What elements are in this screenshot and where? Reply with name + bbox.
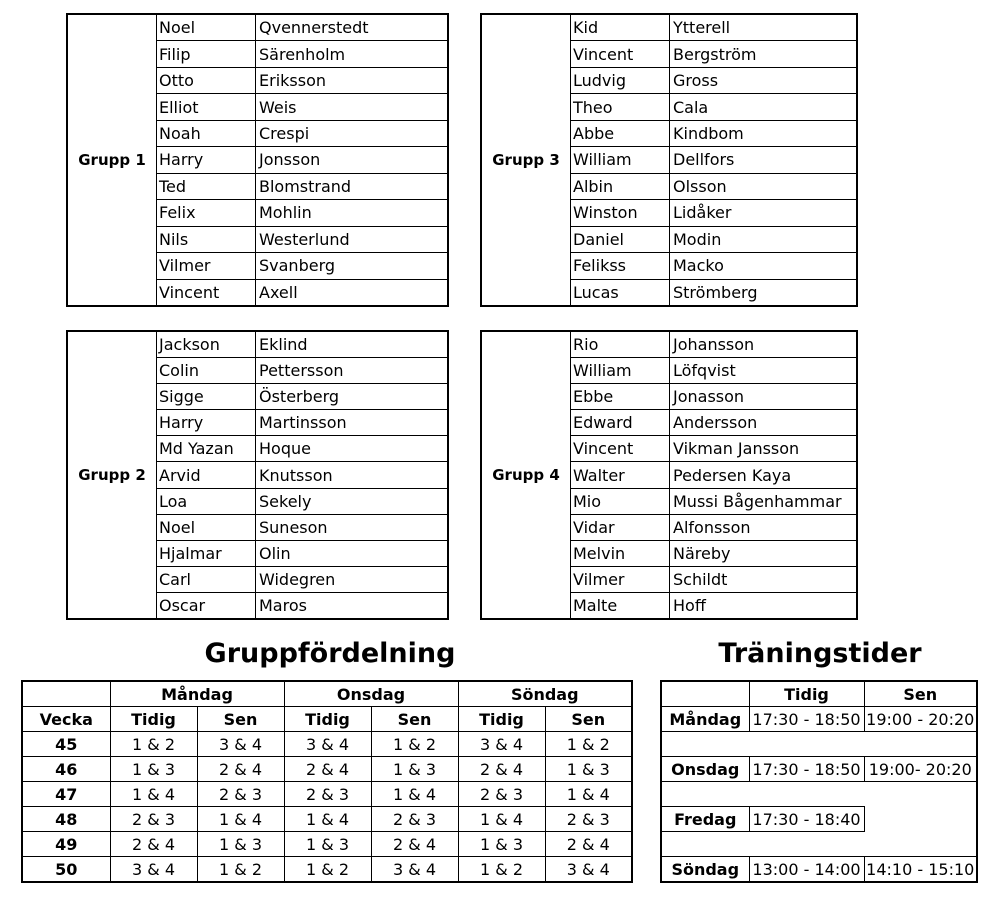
member-last-name: Olsson [673,176,727,196]
member-row [570,280,856,305]
member-last-name: Vikman Jansson [673,439,800,459]
day-header: Onsdag [284,681,458,707]
member-last-name: Kindbom [673,124,744,144]
member-row [156,567,447,593]
group-4-table [480,330,858,620]
distribution-title: Gruppfördelning [204,638,456,669]
member-row [570,462,856,488]
group-label: Grupp 4 [482,332,571,618]
member-first-name: Daniel [570,227,670,252]
member-row [156,489,447,515]
member-row [570,227,856,253]
member-first-name: Walter [570,462,670,487]
member-last-name: Westerlund [259,229,350,249]
member-first-name: Vincent [570,41,670,66]
member-first-name: Noel [156,515,256,540]
member-row [156,541,447,567]
member-last-name: Schildt [673,569,728,589]
week-number: 50 [22,857,110,883]
day-row [661,857,977,883]
group-pair-cell: 2 & 3 [197,782,284,807]
group-pair-cell: 1 & 3 [371,757,458,782]
day-name: Måndag [661,707,749,732]
group-pair-cell: 2 & 4 [284,757,371,782]
corner-cell [661,681,749,707]
member-row [570,593,856,618]
day-name: Fredag [661,807,749,832]
group-pair-cell: 2 & 3 [545,807,632,832]
spacer-row [661,732,977,757]
member-first-name: Felikss [570,253,670,278]
group-pair-cell: 1 & 3 [284,832,371,857]
member-row [570,15,856,41]
member-last-name: Mussi Bågenhammar [673,491,842,511]
group-pair-cell: 1 & 4 [284,807,371,832]
member-row [570,94,856,120]
member-first-name: Carl [156,567,256,592]
slot-header: Tidig [110,707,197,732]
member-first-name: Winston [570,200,670,225]
member-row [156,68,447,94]
member-last-name: Jonasson [673,387,745,407]
group-pair-cell: 1 & 4 [371,782,458,807]
member-first-name: Loa [156,489,256,514]
member-last-name: Eklind [259,335,308,355]
group-label: Grupp 3 [482,15,571,305]
member-row [156,384,447,410]
member-last-name: Crespi [259,124,310,144]
member-row [156,410,447,436]
member-first-name: Elliot [156,94,256,119]
member-first-name: Colin [156,358,256,383]
member-row [156,121,447,147]
week-row [22,857,632,883]
group-pair-cell: 3 & 4 [545,857,632,883]
group-pair-cell: 1 & 2 [545,732,632,757]
member-first-name: William [570,358,670,383]
group-pair-cell: 2 & 3 [110,807,197,832]
early-time: 17:30 - 18:50 [749,707,864,732]
member-first-name: Jackson [156,332,256,357]
group-label: Grupp 1 [68,15,157,305]
member-last-name: Cala [673,97,709,117]
week-row [22,757,632,782]
group-pair-cell: 1 & 3 [197,832,284,857]
member-last-name: Blomstrand [259,176,352,196]
member-last-name: Martinsson [259,413,347,433]
member-row [570,68,856,94]
group-pair-cell: 1 & 2 [371,732,458,757]
member-row [156,200,447,226]
group-1-table [66,13,449,307]
member-first-name: Mio [570,489,670,514]
member-first-name: Vincent [156,280,256,305]
member-last-name: Olin [259,543,291,563]
member-row [570,41,856,67]
member-first-name: Noah [156,121,256,146]
member-first-name: Ludvig [570,68,670,93]
member-row [570,121,856,147]
member-row [570,358,856,384]
group-pair-cell: 1 & 2 [458,857,545,883]
member-first-name: Kid [570,15,670,40]
group-distribution-table [21,680,633,883]
member-last-name: Näreby [673,543,731,563]
group-pair-cell: 3 & 4 [110,857,197,883]
member-last-name: Jonsson [259,150,321,170]
week-number: 48 [22,807,110,832]
slot-header: Tidig [284,707,371,732]
member-row [570,541,856,567]
slot-header: Sen [545,707,632,732]
day-header: Söndag [458,681,632,707]
member-first-name: Arvid [156,462,256,487]
member-first-name: Felix [156,200,256,225]
member-row [156,332,447,358]
group-pair-cell: 1 & 4 [197,807,284,832]
member-first-name: Melvin [570,541,670,566]
group-3-table [480,13,858,307]
week-row [22,832,632,857]
member-row [570,436,856,462]
member-row [156,227,447,253]
member-row [156,358,447,384]
group-pair-cell: 2 & 3 [284,782,371,807]
group-pair-cell: 2 & 4 [197,757,284,782]
group-pair-cell: 1 & 3 [545,757,632,782]
group-pair-cell: 1 & 2 [110,732,197,757]
member-first-name: Harry [156,147,256,172]
member-row [156,147,447,173]
member-last-name: Löfqvist [673,361,736,381]
group-pair-cell: 2 & 4 [458,757,545,782]
member-first-name: Harry [156,410,256,435]
week-header: Vecka [22,707,110,732]
group-pair-cell: 1 & 2 [197,857,284,883]
member-last-name: Gross [673,71,719,91]
member-first-name: Sigge [156,384,256,409]
group-pair-cell: 2 & 4 [110,832,197,857]
member-row [156,515,447,541]
group-pair-cell: 1 & 3 [110,757,197,782]
week-number: 46 [22,757,110,782]
spacer-row [661,782,977,807]
member-row [156,94,447,120]
slot-header: Sen [864,681,977,707]
group-pair-cell: 2 & 3 [371,807,458,832]
member-last-name: Maros [259,595,307,615]
slot-header: Tidig [458,707,545,732]
late-time [864,807,977,832]
member-last-name: Weis [259,97,297,117]
member-last-name: Sekely [259,491,312,511]
member-first-name: Hjalmar [156,541,256,566]
member-last-name: Axell [259,282,298,302]
member-last-name: Macko [673,256,724,276]
member-first-name: Filip [156,41,256,66]
member-first-name: Rio [570,332,670,357]
week-row [22,732,632,757]
member-first-name: Vilmer [156,253,256,278]
member-row [570,410,856,436]
member-last-name: Hoque [259,439,311,459]
member-first-name: Lucas [570,280,670,305]
member-first-name: Ebbe [570,384,670,409]
member-first-name: Ted [156,174,256,199]
day-name: Onsdag [661,757,749,782]
early-time: 13:00 - 14:00 [749,857,864,883]
member-last-name: Eriksson [259,71,326,91]
member-first-name: Oscar [156,593,256,618]
training-times-table [660,680,978,883]
member-row [570,253,856,279]
group-pair-cell: 3 & 4 [371,857,458,883]
member-row [156,593,447,618]
member-last-name: Ytterell [673,18,731,38]
member-last-name: Lidåker [673,203,732,223]
member-last-name: Andersson [673,413,758,433]
member-first-name: Vidar [570,515,670,540]
member-last-name: Svanberg [259,256,336,276]
group-pair-cell: 1 & 3 [458,832,545,857]
member-first-name: Md Yazan [156,436,256,461]
member-row [570,384,856,410]
slot-header: Sen [197,707,284,732]
member-row [570,332,856,358]
member-row [156,280,447,305]
day-header: Måndag [110,681,284,707]
week-row [22,782,632,807]
group-pair-cell: 3 & 4 [197,732,284,757]
group-pair-cell: 2 & 4 [545,832,632,857]
group-pair-cell: 3 & 4 [284,732,371,757]
group-pair-cell: 1 & 4 [110,782,197,807]
times-title: Träningstider [718,638,922,669]
member-row [156,41,447,67]
slot-header: Sen [371,707,458,732]
member-last-name: Bergström [673,44,757,64]
member-row [156,15,447,41]
member-first-name: Otto [156,68,256,93]
group-pair-cell: 1 & 4 [458,807,545,832]
week-row [22,807,632,832]
day-row [661,807,977,832]
member-first-name: Noel [156,15,256,40]
member-last-name: Pettersson [259,361,344,381]
member-first-name: Theo [570,94,670,119]
day-row [661,707,977,732]
late-time: 19:00- 20:20 [864,757,977,782]
early-time: 17:30 - 18:50 [749,757,864,782]
member-first-name: Abbe [570,121,670,146]
member-first-name: Albin [570,174,670,199]
member-first-name: Malte [570,593,670,618]
member-last-name: Pedersen Kaya [673,465,792,485]
group-pair-cell: 2 & 3 [458,782,545,807]
day-row [661,757,977,782]
group-label: Grupp 2 [68,332,157,618]
member-row [570,147,856,173]
member-last-name: Mohlin [259,203,312,223]
member-first-name: Nils [156,227,256,252]
group-pair-cell: 1 & 4 [545,782,632,807]
member-row [570,515,856,541]
member-last-name: Hoff [673,595,706,615]
member-first-name: Edward [570,410,670,435]
member-row [570,200,856,226]
corner-cell [22,681,110,707]
member-last-name: Suneson [259,517,328,537]
day-name: Söndag [661,857,749,883]
group-pair-cell: 1 & 2 [284,857,371,883]
member-first-name: William [570,147,670,172]
member-row [156,436,447,462]
spacer-row [661,832,977,857]
week-number: 47 [22,782,110,807]
member-last-name: Qvennerstedt [259,18,369,38]
group-pair-cell: 3 & 4 [458,732,545,757]
member-last-name: Österberg [259,387,340,407]
member-last-name: Knutsson [259,465,333,485]
member-first-name: Vilmer [570,567,670,592]
slot-header: Tidig [749,681,864,707]
member-last-name: Strömberg [673,282,758,302]
group-2-table [66,330,449,620]
member-last-name: Widegren [259,569,336,589]
member-row [570,174,856,200]
member-first-name: Vincent [570,436,670,461]
late-time: 14:10 - 15:10 [864,857,977,883]
member-last-name: Dellfors [673,150,735,170]
member-last-name: Alfonsson [673,517,751,537]
member-last-name: Modin [673,229,722,249]
late-time: 19:00 - 20:20 [864,707,977,732]
member-row [570,567,856,593]
member-last-name: Särenholm [259,44,346,64]
early-time: 17:30 - 18:40 [749,807,864,832]
week-number: 49 [22,832,110,857]
member-row [156,253,447,279]
member-row [570,489,856,515]
member-last-name: Johansson [673,335,755,355]
member-row [156,462,447,488]
group-pair-cell: 2 & 4 [371,832,458,857]
week-number: 45 [22,732,110,757]
member-row [156,174,447,200]
